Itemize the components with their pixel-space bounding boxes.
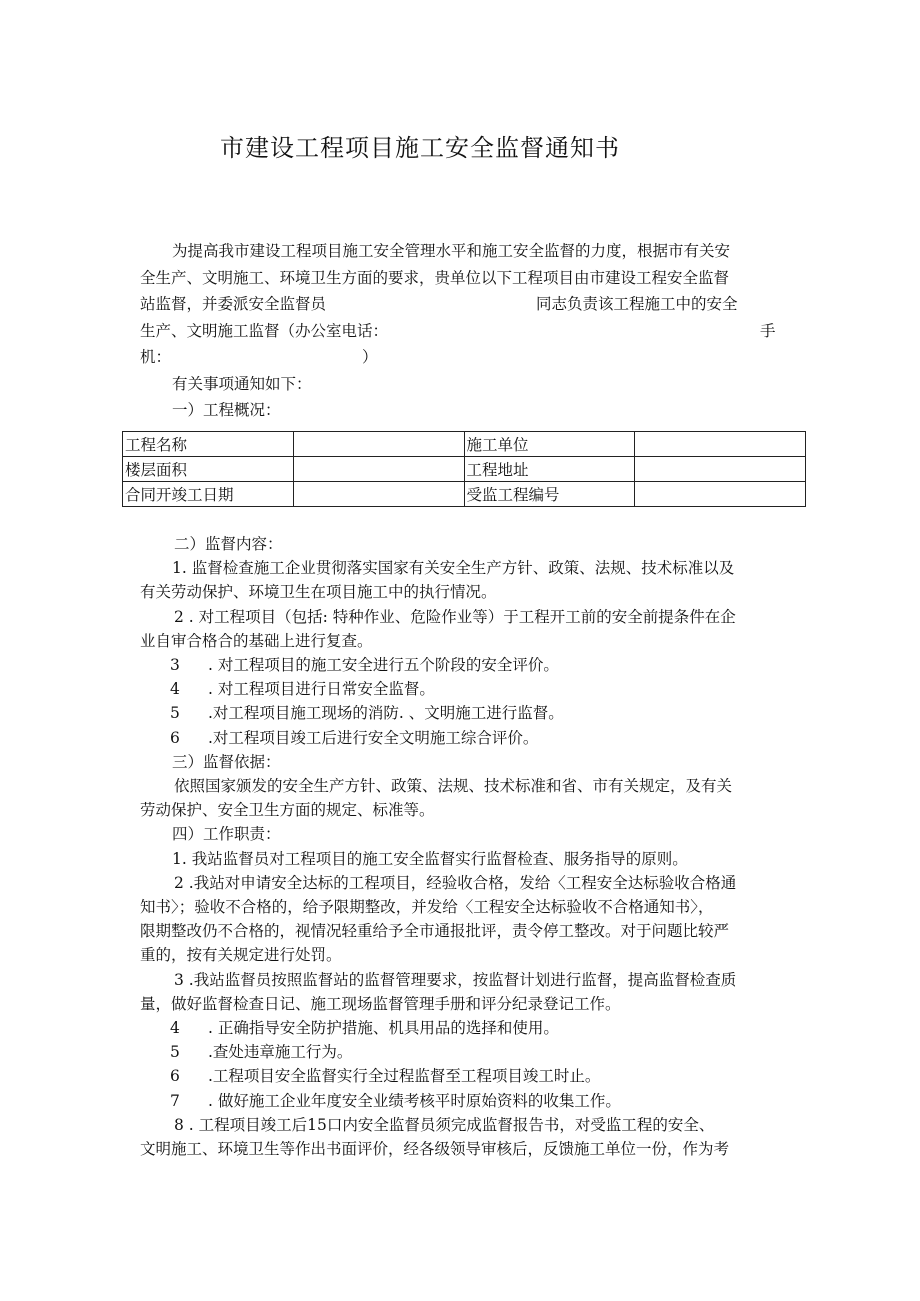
item-number: 5: [170, 1043, 180, 1062]
section4-heading: 四）工作职责：: [172, 825, 281, 844]
section2-item-2-cont: 业自审合格合的基础上进行复查。: [140, 631, 373, 650]
table-cell: [635, 482, 806, 507]
intro-line-4: [140, 318, 790, 345]
item-number: 5: [170, 704, 180, 723]
section2-heading: 二）监督内容：: [174, 535, 283, 553]
section1-heading: 一）工程概况：: [172, 401, 281, 419]
section2-item-3: [140, 653, 790, 677]
intro-line-5a: 机：: [140, 348, 172, 366]
project-overview-table: [122, 431, 806, 507]
intro-line-5b: ）: [362, 348, 378, 366]
section2-item-5: [140, 701, 790, 725]
section4-item-2: 2 .我站对申请安全达标的工程项目，经验收合格，发给〈工程安全达标验收合格通: [174, 873, 737, 892]
item-text: .对工程项目施工现场的消防. 、文明施工进行监督。: [208, 704, 564, 723]
section4-item-6: [140, 1064, 790, 1088]
body-sections: [140, 532, 790, 1161]
item-number: 4: [170, 1019, 180, 1038]
section2-item-1: 1. 监督检查施工企业贯彻落实国家有关安全生产方针、政策、法规、技术标准以及: [172, 559, 735, 578]
table-cell: 施工单位: [464, 432, 635, 457]
section4-item-5: [140, 1040, 790, 1064]
section2-item-1-cont: 有关劳动保护、环境卫生在项目施工中的执行情况。: [140, 583, 497, 602]
section4-item-3-cont: 量，做好监督检查日记、施工现场监督管理手册和评分纪录登记工作。: [140, 994, 621, 1013]
table-cell: 工程名称: [123, 432, 294, 457]
item-text: . 正确指导安全防护措施、机具用品的选择和使用。: [208, 1019, 559, 1038]
table-cell: 受监工程编号: [464, 482, 635, 507]
section4-item-2-cont2: 限期整改仍不合格的，视情况轻重给予全市通报批评，责令停工整改。对于问题比较严: [140, 922, 730, 941]
section4-item-8-cont: 文明施工、环境卫生等作出书面评价，经各级领导审核后，反馈施工单位一份，作为考: [140, 1140, 730, 1159]
section3-text-cont: 劳动保护、安全卫生方面的规定、标准等。: [140, 801, 435, 820]
intro-section: [140, 238, 790, 424]
section4-item-1: 1. 我站监督员对工程项目的施工安全监督实行监督检查、服务指导的原则。: [172, 849, 688, 868]
section4-item-7: [140, 1089, 790, 1113]
intro-line-3a: 站监督，并委派安全监督员: [140, 295, 327, 313]
intro-line-5: [140, 344, 790, 371]
table-cell: [293, 432, 464, 457]
intro-line-2: 全生产、文明施工、环境卫生方面的要求，贵单位以下工程项目由市建设工程安全监督: [140, 268, 730, 287]
item-text: . 对工程项目的施工安全进行五个阶段的安全评价。: [208, 656, 559, 675]
section2-item-6: [140, 726, 790, 750]
section4-item-2-cont: 知书〉；验收不合格的，给予限期整改，并发给〈工程安全达标验收不合格通知书〉，: [140, 898, 714, 917]
table-cell: [635, 457, 806, 482]
intro-line-4a: 生产、文明施工监督（办公室电话：: [140, 321, 389, 340]
item-number: 3: [170, 656, 180, 675]
item-text: .对工程项目竣工后进行安全文明施工综合评价。: [208, 728, 539, 747]
table-cell: [293, 482, 464, 507]
table-row: [123, 457, 806, 482]
table-row: [123, 482, 806, 507]
document-title: 市建设工程项目施工安全监督通知书: [220, 134, 620, 162]
section2-item-4: [140, 677, 790, 701]
table-cell: [635, 432, 806, 457]
item-number: 6: [170, 728, 180, 747]
section3-text: 依照国家颁发的安全生产方针、政策、法规、技术标准和省、市有关规定，及有关: [174, 777, 733, 796]
section4-item-2-cont3: 重的，按有关规定进行处罚。: [140, 946, 342, 965]
intro-line-1: 为提高我市建设工程项目施工安全管理水平和施工安全监督的力度，根据市有关安: [172, 242, 731, 260]
section4-item-4: [140, 1016, 790, 1040]
table-cell: 工程地址: [464, 457, 635, 482]
table-cell: [293, 457, 464, 482]
section4-item-3: 3 .我站监督员按照监督站的监督管理要求，按监督计划进行监督，提高监督检查质: [174, 970, 737, 989]
table-cell: 合同开竣工日期: [123, 482, 294, 507]
item-text: . 对工程项目进行日常安全监督。: [208, 680, 435, 699]
intro-line-3: [140, 291, 790, 318]
item-text: .查处违章施工行为。: [208, 1043, 353, 1062]
item-number: 7: [170, 1091, 180, 1110]
table-row: [123, 432, 806, 457]
item-text: . 做好施工企业年度安全业绩考核平时原始资料的收集工作。: [208, 1091, 621, 1110]
intro-line-4b: 手: [760, 321, 776, 340]
section4-item-8: 8 . 工程项目竣工后15口内安全监督员须完成监督报告书，对受监工程的安全、: [174, 1115, 715, 1134]
item-text: .工程项目安全监督实行全过程监督至工程项目竣工时止。: [208, 1067, 601, 1086]
item-number: 4: [170, 680, 180, 699]
section3-heading: 三）监督依据：: [172, 752, 281, 771]
table-cell: 楼层面积: [123, 457, 294, 482]
item-number: 6: [170, 1067, 180, 1086]
section2-item-2: 2 . 对工程项目（包括: 特种作业、危险作业等）于工程开工前的安全前提条件在企: [174, 607, 736, 626]
intro-line-3b: 同志负责该工程施工中的安全: [536, 295, 738, 313]
notice-line: 有关事项通知如下：: [172, 374, 312, 393]
